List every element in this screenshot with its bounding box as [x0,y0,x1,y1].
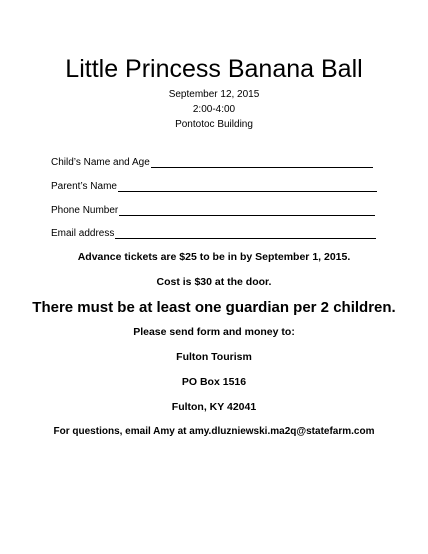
phone-number-blank [119,205,375,216]
child-name-age-label: Child’s Name and Age [51,157,150,168]
phone-number-field [51,204,375,218]
event-time: 2:00-4:00 [192,104,236,115]
event-date: September 12, 2015 [168,89,260,100]
email-address-blank [115,228,376,239]
mailing-po-box: PO Box 1516 [181,376,247,388]
parent-name-field [51,180,377,194]
event-location: Pontotoc Building [175,119,253,130]
contact-questions: For questions, email Amy at amy.dluzniewski.ma2q@statefarm.com [53,426,375,437]
parent-name-label: Parent’s Name [51,181,117,192]
door-cost-notice: Cost is $30 at the door. [156,276,272,288]
flyer-title: Little Princess Banana Ball [65,55,363,83]
child-name-age-field [51,156,373,170]
email-address-field [51,227,376,241]
guardian-requirement: There must be at least one guardian per 2 children. [32,299,396,316]
mailing-city: Fulton, KY 42041 [171,401,257,413]
phone-number-label: Phone Number [51,205,119,216]
send-instructions: Please send form and money to: [133,326,295,338]
advance-ticket-notice: Advance tickets are $25 to be in by September 1, 2015. [77,251,351,263]
email-address-label: Email address [51,228,115,239]
mailing-organization: Fulton Tourism [176,351,252,363]
parent-name-blank [118,181,377,192]
child-name-age-blank [151,157,373,168]
